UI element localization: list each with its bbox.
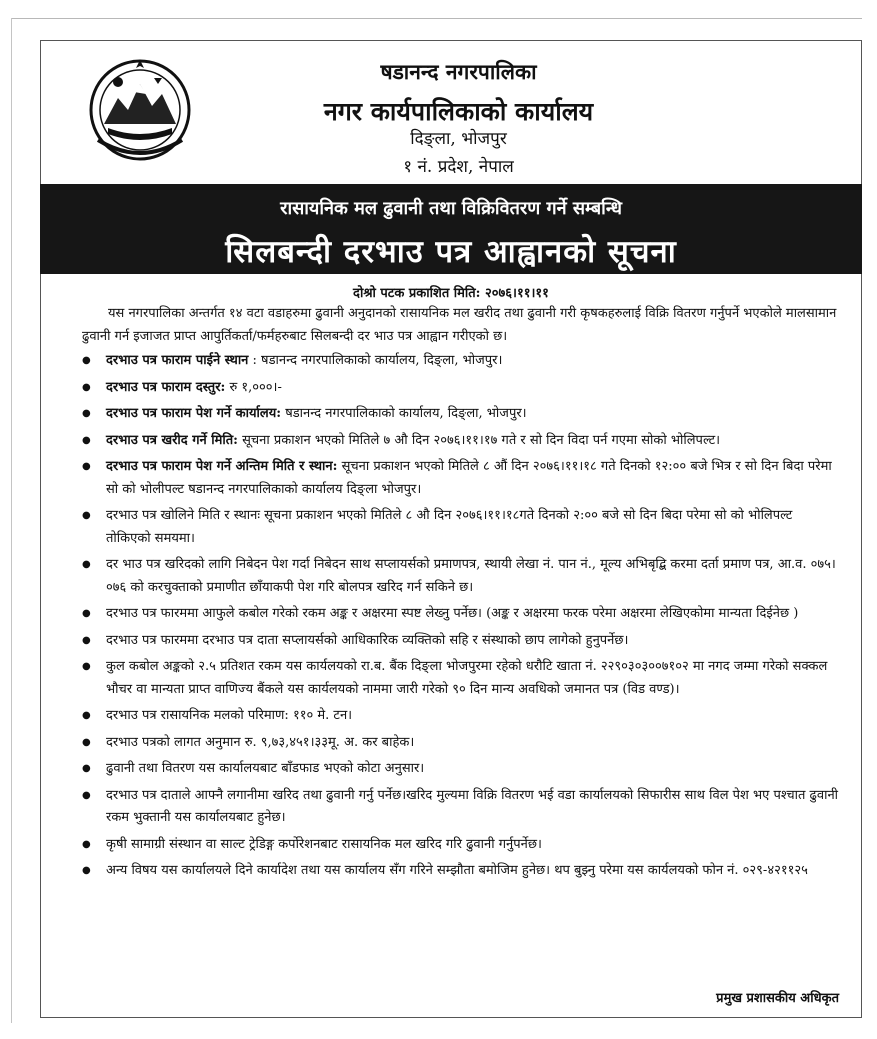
list-item <box>82 403 840 426</box>
list-item-label: दरभाउ पत्र फाराम पेश गर्ने अन्तिम मिति र स्थान: <box>106 459 338 474</box>
list-item-text: : षडानन्द नगरपालिकाको कार्यालय, दिङ्ला, भोजपुर। <box>248 353 503 368</box>
list-item <box>82 630 840 653</box>
notice-banner <box>40 184 862 274</box>
list-item <box>82 860 840 883</box>
list-item-text: अन्य विषय यस कार्यालयले दिने कार्यादेश तथा यस कार्यालय सँग गरिने सम्झौता बमोजिम हुनेछ। थप बुझ्नु परेमा यस कार्यलयको फोन नं. ०२९-४२११२५ <box>106 863 808 878</box>
list-item-label: दरभाउ पत्र फाराम पेश गर्ने कार्यालय: <box>106 406 282 421</box>
office-name: नगर कार्यपालिकाको कार्यालय <box>323 97 594 126</box>
list-item-text: दरभाउ पत्र फारममा दरभाउ पत्र दाता सप्लायर्सको आधिकारिक व्यक्तिको सहि र संस्थाको छाप लागेको हुनुपर्नेछ। <box>106 632 629 648</box>
list-item-label: दरभाउ पत्र फाराम पाईने स्थान <box>106 353 249 368</box>
list-item <box>82 430 840 453</box>
list-item <box>82 603 840 626</box>
office-province: १ नं. प्रदेश, नेपाल <box>403 157 514 177</box>
list-item-label: दरभाउ पत्र खरीद गर्ने मिति: <box>106 432 238 448</box>
list-item-text: दर भाउ पत्र खरिदको लागि निबेदन पेश गर्दा निबेदन साथ सप्लायर्सको प्रमाणपत्र, स्थायी लेखा नं. पान नं., मूल्य अभिबृद्बि करमा दर्ता प्रमाण पत्र, आ.व. ०७५।०७६ को करचुक्ताको प्रमाणीत छाँयाकपी पेश गरि बोलपत्र खरिद गर्न सकिने छ। <box>106 557 836 595</box>
list-item-text: दरभाउ पत्र रासायनिक मलको परिमाण: ११० मे. टन। <box>106 708 353 723</box>
list-item-text: दरभाउ पत्र दाताले आफ्नै लगानीमा खरिद तथा ढुवानी गर्नु पर्नेछ।खरिद मुल्यमा विक्रि वितरण भई वडा कार्यालयको सिफारीस साथ विल पेश भए पश्चात ढुवानी रकम भुक्तानी यस कार्यालयबाट हुनेछ। <box>106 787 839 825</box>
list-item <box>82 505 840 550</box>
office-location: दिङ्ला, भोजपुर <box>410 129 507 149</box>
signature-title: प्रमुख प्रशासकीय अधिकृत <box>716 991 839 1006</box>
banner-subtitle: रासायनिक मल ढुवानी तथा विक्रिवितरण गर्ने सम्बन्धि <box>280 198 622 219</box>
list-item-text: ढुवानी तथा वितरण यस कार्यालयबाट बाँडफाड भएको कोटा अनुसार। <box>106 761 425 776</box>
list-item <box>82 732 840 755</box>
list-item-text: सूचना प्रकाशन भएको मितिले ७ औ दिन २०७६।११।१७ गते र सो दिन विदा पर्न गएमा सोको भोलिपल्ट। <box>238 432 721 448</box>
list-item <box>82 758 840 781</box>
list-item-text: दरभाउ पत्रको लागत अनुमान रु. ९,७३,४५१।३३मू. अ. कर बाहेक। <box>106 734 415 750</box>
list-item <box>82 785 840 830</box>
list-item <box>82 377 840 400</box>
list-item-text: दरभाउ पत्र फारममा आफुले कबोल गरेको रकम अङ्क र अक्षरमा स्पष्ट लेख्नु पर्नेछ। (अङ्क र अक्षरमा फरक परेमा अक्षरमा लेखिएकोमा मान्यता दिईनेछ ) <box>106 606 799 621</box>
banner-title: सिलबन्दी दरभाउ पत्र आह्वानको सूचना <box>225 234 677 270</box>
list-item <box>82 554 840 599</box>
list-item-text: दरभाउ पत्र खोलिने मिति र स्थानः सूचना प्रकाशन भएको मितिले ८ औ दिन २०७६।११।१८गते दिनको २:०० बजे सो दिन बिदा परेमा सो को भोलिपल्ट तोकिएको समयमा। <box>106 508 793 546</box>
municipality-name: षडानन्द नगरपालिका <box>380 59 537 84</box>
page-top-rule <box>11 18 862 19</box>
list-item-label: दरभाउ पत्र फाराम दस्तुर: <box>106 379 226 395</box>
list-item <box>82 705 840 728</box>
list-item-text: रु १,०००।- <box>225 379 282 395</box>
list-item <box>82 350 840 373</box>
list-item-text: कृषी सामाग्री संस्थान वा साल्ट ट्रेडिङ्ग कर्पोरेशनबाट रासायनिक मल खरिद गरि ढुवानी गर्नुपर्नेछ। <box>106 836 542 852</box>
intro-paragraph: यस नगरपालिका अन्तर्गत १४ वटा वडाहरुमा ढुवानी अनुदानको रासायनिक मल खरीद तथा ढुवानी गरी कृषकहरुलाई विक्रि वितरण गर्नुपर्ने भएकोले मालसामान ढुवानी गर्न इजाजत प्राप्त आपुर्तिकर्ता/फर्महरुबाट सिलबन्दी दर भाउ पत्र आह्वान गरीएको छ। <box>82 306 837 344</box>
notice-body <box>82 303 840 887</box>
list-item <box>82 834 840 857</box>
list-item-text: षडानन्द नगरपालिकाको कार्यालय, दिङ्ला, भोजपुर। <box>281 406 527 421</box>
list-item <box>82 656 840 701</box>
notice-items <box>82 350 840 883</box>
list-item <box>82 456 840 501</box>
publication-date: दोश्रो पटक प्रकाशित मिति: २०७६।११।११ <box>353 286 549 301</box>
list-item-text: सूचना प्रकाशन भएको मितिले ८ औं दिन २०७६।११।१८ गते दिनको १२:०० बजे भित्र र सो दिन बिदा परेमा सो को भोलीपल्ट षडानन्द नगरपालिकाको कार्यालय दिङ्ला भोजपुर। <box>106 459 832 497</box>
list-item-text: कुल कबोल अङ्कको २.५ प्रतिशत रकम यस कार्यलयको रा.ब. बैंक दिङ्ला भोजपुरमा रहेको धरौटि खाता नं. २२९०३०३००७१०२ मा नगद जम्मा गरेको सक्कल भौचर वा मान्यता प्राप्त वाणिज्य बैंकले यस कार्यलयको नाममा जारी गरेको ९० दिन मान्य अवधिको जमानत पत्र (विड वण्ड)। <box>106 659 828 697</box>
